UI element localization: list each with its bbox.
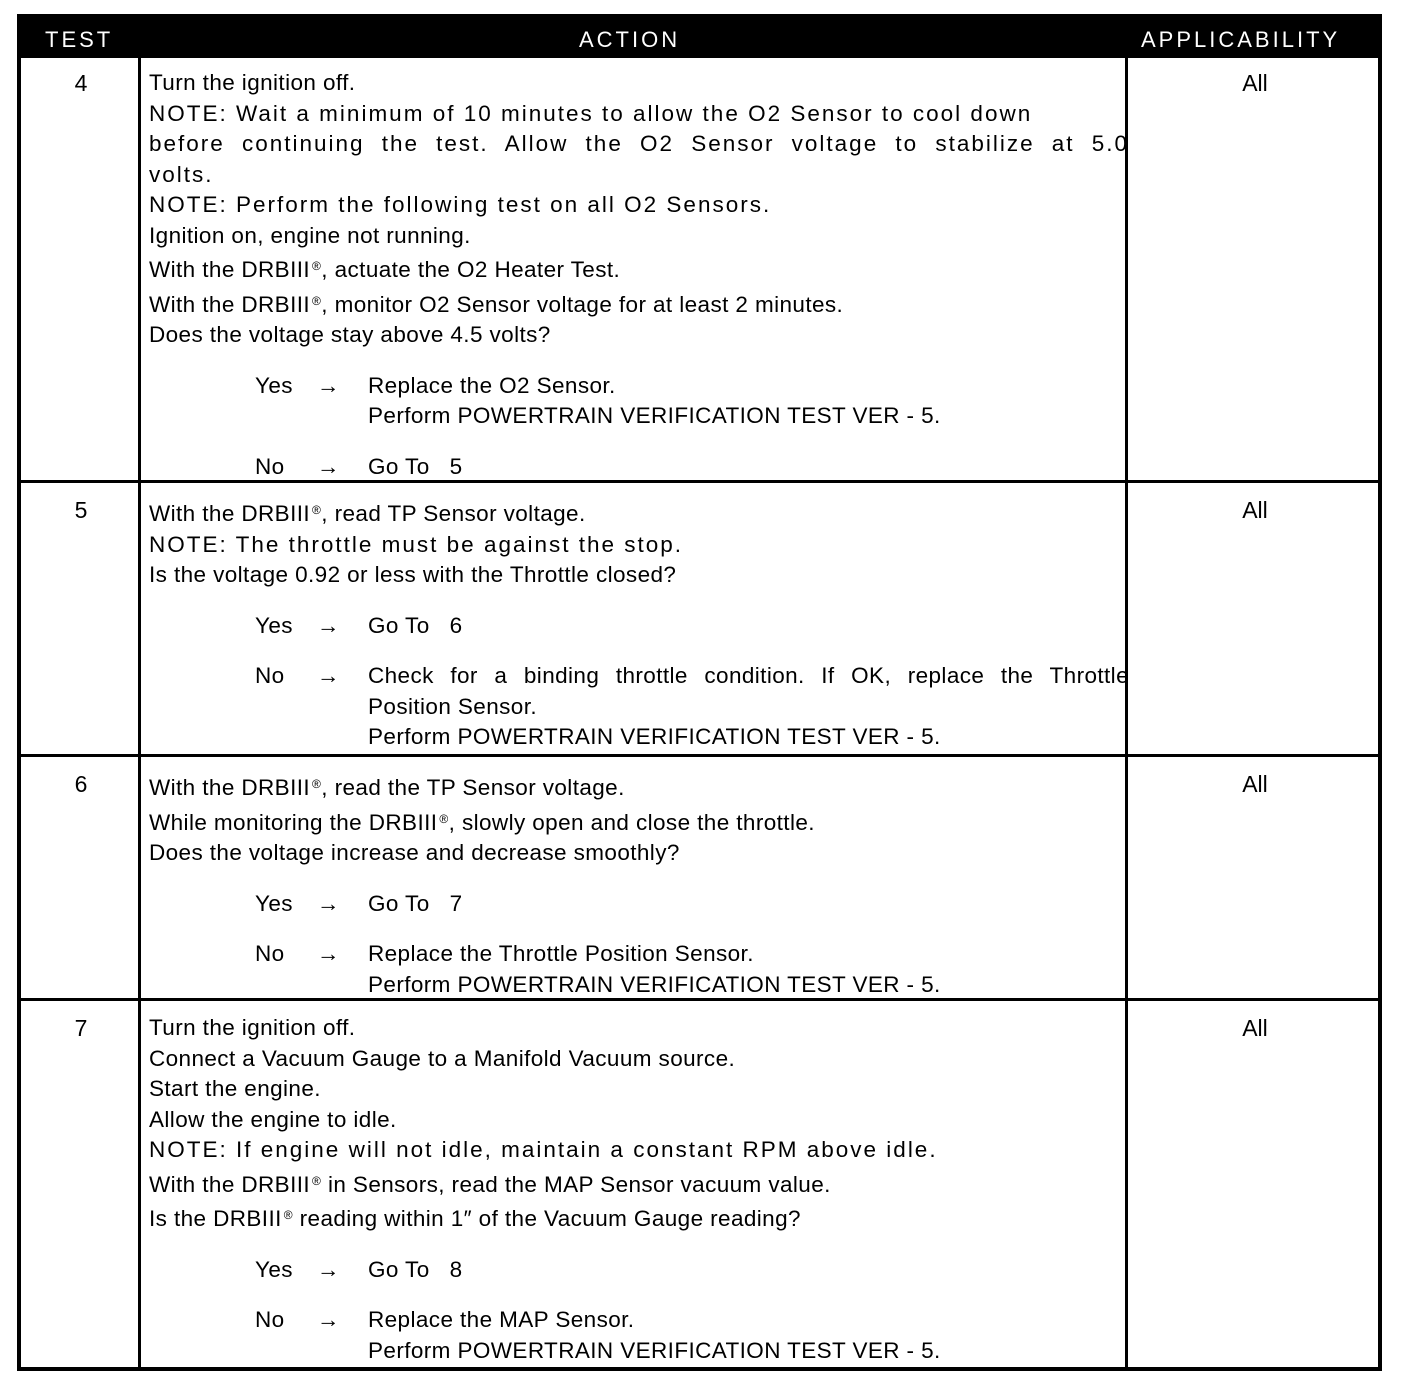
action-line: before continuing the test. Allow the O2 Sensor voltage to stabilize at 5.0 (149, 131, 1129, 156)
answer-label: No (255, 1307, 285, 1332)
result-line: Perform POWERTRAIN VERIFICATION TEST VER - 5. (368, 1337, 941, 1363)
result-line: Go To 6 (368, 612, 463, 638)
action-line: With the DRBIII ®, read the TP Sensor voltage. (149, 775, 625, 800)
action-line: NOTE: The throttle must be against the stop. (149, 531, 684, 557)
arrow-icon: → (317, 663, 340, 688)
result-line: Go To 7 (368, 890, 463, 916)
action-line: NOTE: Perform the following test on all O2 Sensors. (149, 192, 772, 217)
result-line: Replace the O2 Sensor. (368, 372, 616, 398)
answer-no (149, 452, 1129, 483)
test-table (17, 14, 1382, 1371)
answer-label: Yes (255, 612, 293, 638)
action-line: With the DRBIII ®, monitor O2 Sensor voltage for at least 2 minutes. (149, 291, 844, 317)
action-line: Is the voltage 0.92 or less with the Throttle closed? (149, 562, 677, 587)
action-text (149, 68, 1129, 482)
answer-result (368, 1305, 1129, 1366)
action-text (149, 495, 1129, 753)
answer-result (368, 371, 1129, 432)
result-line: Perform POWERTRAIN VERIFICATION TEST VER - 5. (368, 403, 941, 428)
arrow-icon: → (317, 941, 340, 966)
action-line: Turn the ignition off. (149, 70, 356, 95)
answer-label: No (255, 941, 285, 966)
answer-result (368, 661, 1129, 753)
action-text (149, 1013, 1129, 1366)
answer-label: Yes (255, 372, 293, 398)
result-line: Go To 8 (368, 1256, 463, 1282)
action-line: volts. (149, 161, 214, 187)
header-action: ACTION (579, 27, 681, 52)
column-divider (138, 58, 141, 1367)
answer-no (149, 939, 1129, 1000)
arrow-icon: → (317, 453, 340, 479)
test-number: 5 (74, 497, 88, 523)
arrow-icon: → (317, 890, 340, 916)
test-number: 7 (74, 1015, 88, 1041)
result-line: Replace the Throttle Position Sensor. (368, 941, 754, 966)
answer-no (149, 1305, 1129, 1366)
applicability: All (1242, 70, 1268, 96)
answer-result (368, 452, 1129, 483)
answer-yes (149, 1255, 1129, 1286)
answer-result (368, 889, 1129, 920)
action-line: Start the engine. (149, 1076, 321, 1101)
applicability: All (1242, 1015, 1268, 1041)
answer-result (368, 1255, 1129, 1286)
table-header (21, 18, 1378, 58)
answer-result (368, 611, 1129, 642)
header-applicability: APPLICABILITY (1141, 27, 1341, 52)
answer-result (368, 939, 1129, 1000)
result-line: Replace the MAP Sensor. (368, 1307, 635, 1332)
test-number: 6 (74, 771, 88, 797)
answer-yes (149, 889, 1129, 920)
action-line: While monitoring the DRBIII ®, slowly open and close the throttle. (149, 809, 815, 835)
result-line: Check for a binding throttle condition. If OK, replace the Throttle (368, 663, 1129, 688)
arrow-icon: → (317, 1307, 340, 1332)
result-line: Go To 5 (368, 453, 463, 479)
arrow-icon: → (317, 612, 340, 638)
row-divider (21, 754, 1378, 757)
action-line: Is the DRBIII ® reading within 1″ of the Vacuum Gauge reading? (149, 1206, 801, 1231)
answer-no (149, 661, 1129, 753)
action-line: With the DRBIII ®, read TP Sensor voltage. (149, 501, 586, 526)
header-test: TEST (45, 27, 114, 52)
action-line: Turn the ignition off. (149, 1015, 356, 1040)
action-line: Allow the engine to idle. (149, 1106, 397, 1132)
result-line: Perform POWERTRAIN VERIFICATION TEST VER - 5. (368, 724, 941, 749)
action-line: With the DRBIII ® in Sensors, read the MAP Sensor vacuum value. (149, 1171, 831, 1197)
action-line: Does the voltage stay above 4.5 volts? (149, 322, 551, 347)
action-line: With the DRBIII ®, actuate the O2 Heater Test. (149, 257, 621, 282)
action-line: Ignition on, engine not running. (149, 222, 471, 248)
answer-yes (149, 611, 1129, 642)
applicability: All (1242, 497, 1268, 523)
test-number: 4 (74, 70, 88, 96)
answer-yes (149, 371, 1129, 432)
arrow-icon: → (317, 372, 340, 398)
answer-label: Yes (255, 1256, 293, 1282)
applicability: All (1242, 771, 1268, 797)
action-line: NOTE: Wait a minimum of 10 minutes to allow the O2 Sensor to cool down (149, 100, 1033, 126)
answer-label: No (255, 453, 285, 479)
answer-label: No (255, 663, 285, 688)
arrow-icon: → (317, 1256, 340, 1282)
result-line: Perform POWERTRAIN VERIFICATION TEST VER - 5. (368, 971, 941, 997)
action-line: Does the voltage increase and decrease smoothly? (149, 840, 680, 865)
answer-label: Yes (255, 890, 293, 916)
action-line: NOTE: If engine will not idle, maintain a constant RPM above idle. (149, 1137, 938, 1162)
action-line: Connect a Vacuum Gauge to a Manifold Vacuum source. (149, 1045, 736, 1071)
action-text (149, 769, 1129, 1000)
result-line: Position Sensor. (368, 693, 537, 719)
